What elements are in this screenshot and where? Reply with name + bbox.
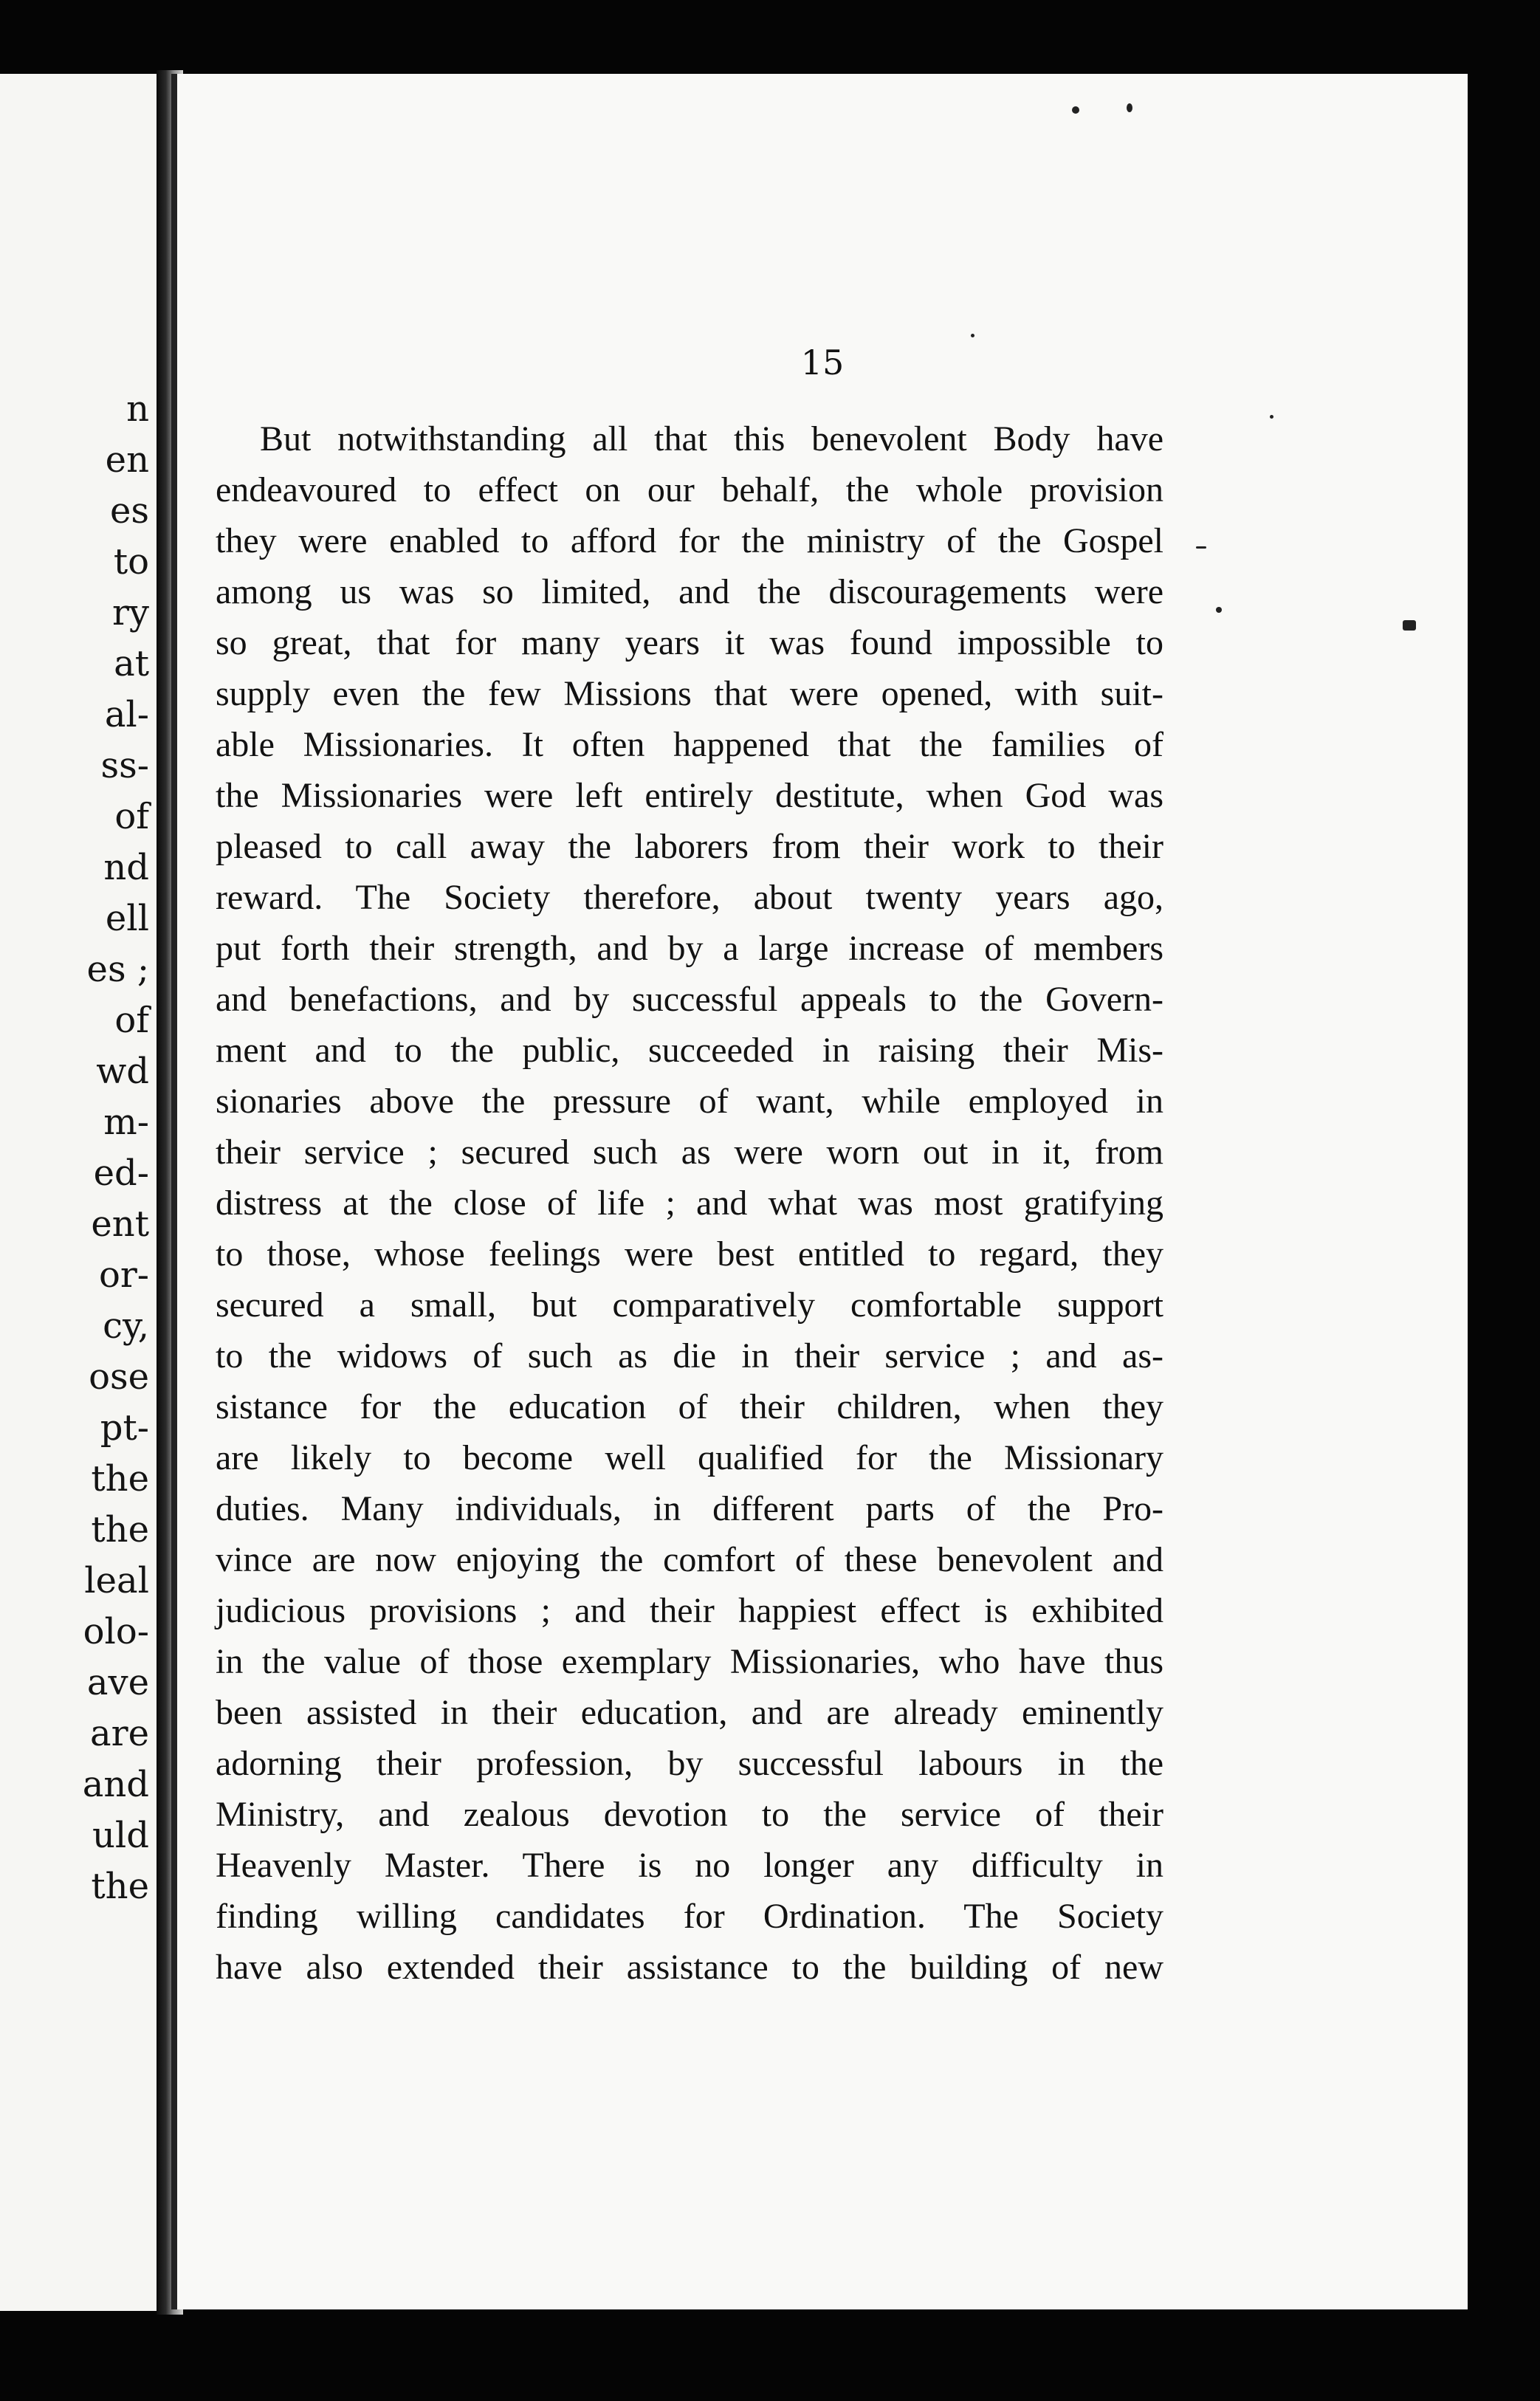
left-page-fragment: al- [104, 694, 149, 735]
left-page-fragment: the [91, 1509, 149, 1550]
scan-speck [971, 334, 974, 337]
left-page-fragment: olo- [83, 1611, 149, 1652]
text-line: Heavenly Master. There is no longer any difficulty in [216, 1846, 1163, 1885]
text-line: secured a small, but comparatively comfortable support [216, 1285, 1163, 1325]
text-line: Ministry, and zealous devotion to the service of their [216, 1795, 1163, 1834]
body-text [216, 413, 1163, 1993]
text-line: their service ; secured such as were worn out in it, from [216, 1133, 1163, 1172]
scan-speck [1196, 546, 1206, 549]
text-line: are likely to become well qualified for the Missionary [216, 1438, 1163, 1477]
text-line: reward. The Society therefore, about twenty years ago, [216, 878, 1163, 917]
page-number: 15 [800, 343, 845, 382]
text-line: to those, whose feelings were best entitled to regard, they [216, 1234, 1163, 1274]
text-line: pleased to call away the laborers from their work to their [216, 827, 1163, 866]
text-line: endeavoured to effect on our behalf, the whole provision [216, 470, 1163, 509]
scan-speck [1216, 607, 1222, 613]
left-page-fragment: en [105, 439, 149, 481]
text-line: been assisted in their education, and are already eminently [216, 1693, 1163, 1732]
scan-speck [1072, 106, 1079, 114]
text-line: the Missionaries were left entirely destitute, when God was [216, 776, 1163, 815]
left-page-fragment: cy, [103, 1305, 149, 1347]
text-line: they were enabled to afford for the ministry of the Gospel [216, 521, 1163, 560]
left-page-fragment: are [90, 1713, 149, 1754]
text-line: put forth their strength, and by a large increase of members [216, 929, 1163, 968]
left-page-fragment: es [109, 490, 149, 532]
left-page-fragment: of [114, 796, 149, 837]
text-line: and benefactions, and by successful appeals to the Govern- [216, 980, 1163, 1019]
left-page-fragment: ry [111, 592, 149, 633]
left-page-fragment: leal [84, 1560, 149, 1601]
left-page-fragment: wd [96, 1051, 149, 1092]
text-line: adorning their profession, by successful labours in the [216, 1744, 1163, 1783]
text-line: in the value of those exemplary Missionaries, who have thus [216, 1642, 1163, 1681]
left-page-fragment: uld [92, 1815, 149, 1856]
left-page-fragment: and [82, 1764, 149, 1805]
text-line: have also extended their assistance to the building of new [216, 1948, 1163, 1987]
scan-speck [1270, 415, 1273, 419]
left-page-fragment: to [113, 541, 149, 583]
left-page-fragment: ose [89, 1356, 149, 1398]
text-line: to the widows of such as die in their service ; and as- [216, 1336, 1163, 1375]
left-page-fragment: ss- [100, 745, 149, 786]
text-line: judicious provisions ; and their happiest effect is exhibited [216, 1591, 1163, 1630]
left-page-fragment: the [91, 1866, 149, 1907]
text-line: finding willing candidates for Ordination. The Society [216, 1897, 1163, 1936]
text-line: so great, that for many years it was found impossible to [216, 623, 1163, 662]
scan-speck [1403, 620, 1416, 631]
left-page-fragment: es ; [86, 949, 149, 990]
left-page-fragment: pt- [100, 1407, 149, 1449]
left-page-fragment: or- [98, 1254, 149, 1296]
left-page-fragment: ed- [93, 1153, 149, 1194]
text-line: supply even the few Missions that were opened, with suit- [216, 674, 1163, 713]
text-line: able Missionaries. It often happened that the families of [216, 725, 1163, 764]
left-page-fragment: of [114, 1000, 149, 1041]
text-line: distress at the close of life ; and what was most gratifying [216, 1184, 1163, 1223]
scan-speck [1127, 103, 1132, 112]
text-line: duties. Many individuals, in different parts of the Pro- [216, 1489, 1163, 1528]
left-page-fragment: m- [103, 1102, 149, 1143]
text-line: sionaries above the pressure of want, while employed in [216, 1082, 1163, 1121]
left-page-fragment: ave [86, 1662, 149, 1703]
text-line: among us was so limited, and the discouragements were [216, 572, 1163, 611]
left-page-fragment: n [126, 388, 149, 430]
left-page-fragment: ent [91, 1203, 149, 1245]
left-page-fragment: ell [105, 898, 149, 939]
left-page-fragment: at [114, 643, 149, 684]
book-page [171, 74, 1468, 2309]
left-page-fragment: the [91, 1458, 149, 1500]
text-line: ment and to the public, succeeded in raising their Mis- [216, 1031, 1163, 1070]
text-line: But notwithstanding all that this benevolent Body have [260, 419, 1163, 458]
previous-page-edge [0, 74, 161, 2311]
text-line: sistance for the education of their children, when they [216, 1387, 1163, 1426]
text-line: vince are now enjoying the comfort of these benevolent and [216, 1540, 1163, 1579]
left-page-fragment: nd [103, 847, 149, 888]
